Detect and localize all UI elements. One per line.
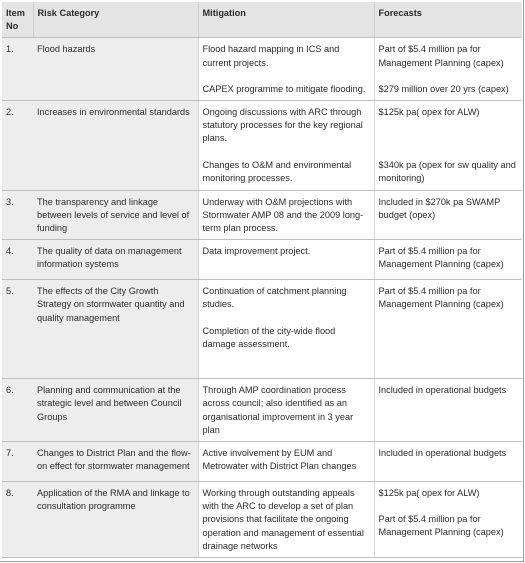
- forecast-text: Included in operational budgets: [378, 385, 507, 396]
- mitigation-text: Underway with O&M projections with Stormwater AMP 08 and the 2009 long-term plan process.: [202, 196, 364, 234]
- forecast-text: $125k pa( opex for ALW): [378, 488, 480, 499]
- forecast-cell: [374, 482, 522, 558]
- mitigation-cell: [198, 442, 374, 482]
- risk-category: The transparency and linkage between levels of service and level of funding: [33, 190, 198, 240]
- item-no: 7.: [2, 442, 33, 482]
- mitigation-text: Working through outstanding appeals with the ARC to develop a set of plan provisions that facilitate the ongoing operation and management of essential drainage networks: [202, 488, 364, 551]
- forecast-text: $279 million over 20 yrs (capex): [378, 83, 509, 94]
- mitigation-cell: [198, 240, 374, 280]
- mitigation-text: Ongoing discussions with ARC through statutory processes for the key regional plans.: [202, 107, 363, 144]
- forecast-text: Included in $270k pa SWAMP budget (opex): [378, 196, 501, 220]
- mitigation-cell: [198, 190, 374, 240]
- risk-category: The effects of the City Growth Strategy on stormwater quantity and quality management: [33, 280, 198, 379]
- table-row: [2, 379, 522, 442]
- forecast-text: Part of $5.4 million pa for Management Planning (capex): [378, 246, 504, 270]
- mitigation-text: Flood hazard mapping in ICS and current projects.: [202, 44, 340, 68]
- item-no: 6.: [2, 379, 33, 442]
- risk-category: Application of the RMA and linkage to consultation programme: [33, 482, 198, 558]
- header-mitigation: Mitigation: [198, 2, 374, 38]
- item-no: 4.: [2, 240, 33, 280]
- mitigation-cell: [198, 379, 374, 442]
- forecast-cell: [374, 38, 522, 101]
- header-forecasts: Forecasts: [374, 2, 522, 38]
- table-row: [2, 190, 522, 240]
- item-no: 2.: [2, 101, 33, 191]
- table-row: [2, 482, 522, 558]
- mitigation-text: Continuation of catchment planning studies.: [202, 286, 347, 310]
- table-row: [2, 240, 522, 280]
- item-no: 5.: [2, 280, 33, 379]
- forecast-cell: [374, 190, 522, 240]
- mitigation-text: Completion of the city-wide flood damage assessment.: [202, 325, 336, 349]
- mitigation-text: Active involvement by EUM and Metrowater with District Plan changes: [202, 448, 357, 472]
- forecast-text: $340k pa (opex for sw quality and monitoring): [378, 160, 516, 184]
- risk-category: The quality of data on management information systems: [33, 240, 198, 280]
- risk-category: Increases in environmental standards: [33, 101, 198, 191]
- mitigation-cell: [198, 101, 374, 191]
- mitigation-text: Through AMP coordination process across council; also identified as an organisational improvement in 3 year plan: [202, 385, 354, 435]
- header-item-no: Item No: [2, 2, 33, 38]
- forecast-text: Part of $5.4 million pa for Management Planning (capex): [378, 44, 504, 68]
- risk-table: [2, 2, 522, 558]
- forecast-text: Part of $5.4 million pa for Management Planning (capex): [378, 286, 504, 310]
- mitigation-text: Data improvement project.: [202, 246, 311, 257]
- mitigation-cell: [198, 38, 374, 101]
- mitigation-text: Changes to O&M and environmental monitoring processes.: [202, 159, 352, 183]
- table-row: [2, 280, 522, 379]
- forecast-text: Included in operational budgets: [378, 448, 507, 459]
- risk-category: Changes to District Plan and the flow-on effect for stormwater management: [33, 442, 198, 482]
- forecast-text: Part of $5.4 million pa for Management Planning (capex): [378, 514, 504, 538]
- risk-category: Planning and communication at the strategic level and between Council Groups: [33, 379, 198, 442]
- forecast-cell: [374, 280, 522, 379]
- forecast-cell: [374, 379, 522, 442]
- forecast-cell: [374, 240, 522, 280]
- item-no: 1.: [2, 38, 33, 101]
- table-row: [2, 38, 522, 101]
- forecast-cell: [374, 101, 522, 191]
- header-row: [2, 2, 522, 38]
- mitigation-cell: [198, 280, 374, 379]
- table-row: [2, 442, 522, 482]
- forecast-cell: [374, 442, 522, 482]
- mitigation-text: CAPEX programme to mitigate flooding.: [202, 83, 366, 94]
- forecast-text: $125k pa( opex for ALW): [378, 107, 480, 118]
- header-risk-category: Risk Category: [33, 2, 198, 38]
- table-row: [2, 101, 522, 191]
- risk-category: Flood hazards: [33, 38, 198, 101]
- item-no: 8.: [2, 482, 33, 558]
- mitigation-cell: [198, 482, 374, 558]
- item-no: 3.: [2, 190, 33, 240]
